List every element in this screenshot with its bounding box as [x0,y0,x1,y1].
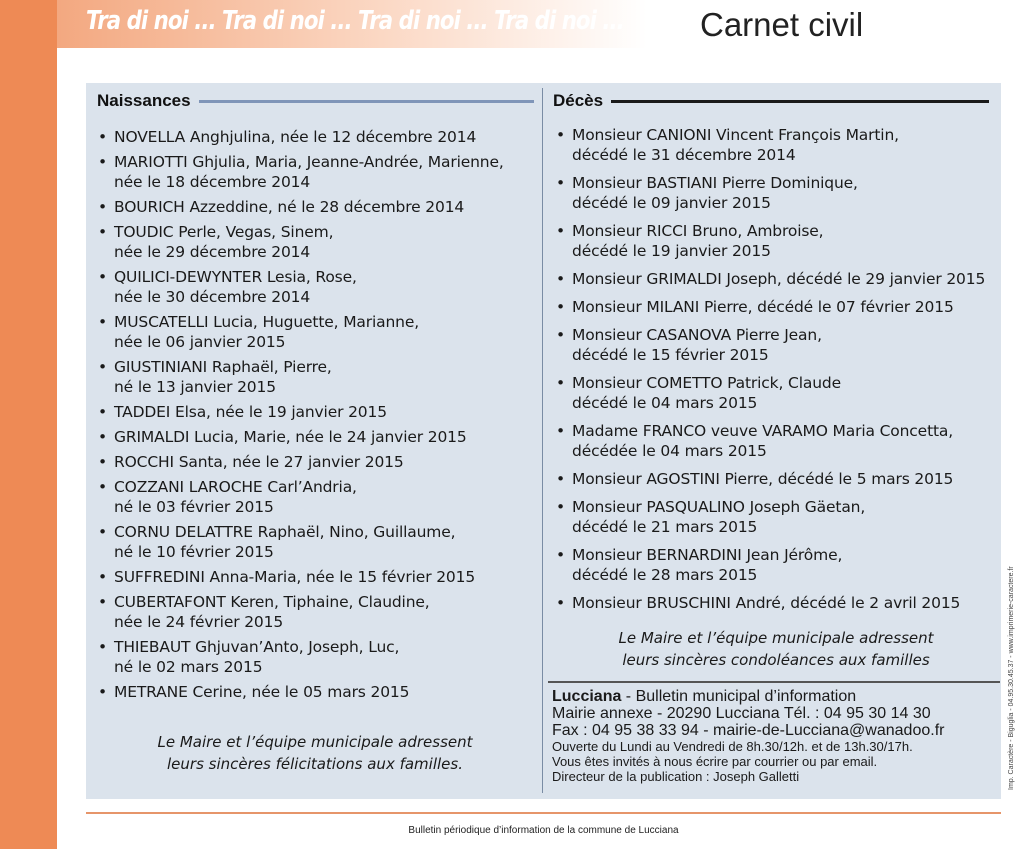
bullet-icon: • [98,638,107,656]
entry-line2: né le 13 janvier 2015 [114,378,276,396]
entry-line1: GIUSTINIANI Raphaël, Pierre, [114,358,332,376]
entry-line1: QUILICI-DEWYNTER Lesia, Rose, [114,268,357,286]
bullet-icon: • [98,593,107,611]
bullet-icon: • [98,198,107,216]
entry-line1: Madame FRANCO veuve VARAMO Maria Concetta, [572,422,954,440]
column-divider [542,88,543,793]
entry-line2: décédé le 04 mars 2015 [572,394,758,412]
list-item [98,312,538,352]
entry-line2: né le 10 février 2015 [114,543,274,561]
entry-line1: Monsieur CANIONI Vincent François Martin, [572,126,899,144]
footer-text: Bulletin périodique d’information de la commune de Lucciana [408,825,679,836]
list-item [98,197,538,217]
bullet-icon: • [556,174,565,192]
bullet-icon: • [556,594,565,612]
entry-line1: SUFFREDINI Anna-Maria, née le 15 février 2015 [114,568,476,586]
list-item [98,127,538,147]
entry-line2: décédé le 28 mars 2015 [572,566,758,584]
bullet-icon: • [556,498,565,516]
deces-header [553,91,989,111]
entry-line2: née le 30 décembre 2014 [114,288,311,306]
list-item [556,545,1001,585]
bullet-icon: • [98,568,107,586]
page-title: Carnet civil [700,6,864,43]
entry-line1: BOURICH Azzeddine, né le 28 décembre 2014 [114,198,465,216]
entry-line2: décédé le 15 février 2015 [572,346,769,364]
header-banner: Tra di noi ... Tra di noi ... Tra di noi ... Tra di noi ... [86,6,624,36]
bullet-icon: • [556,326,565,344]
entry-line1: Monsieur GRIMALDI Joseph, décédé le 29 janvier 2015 [572,270,986,288]
entry-line1: MARIOTTI Ghjulia, Maria, Jeanne-Andrée, Marienne, [114,153,504,171]
entry-line2: née le 29 décembre 2014 [114,243,311,261]
entry-line1: ROCCHI Santa, née le 27 janvier 2015 [114,453,404,471]
naissances-rule [199,100,534,103]
bullet-icon: • [556,126,565,144]
naissances-header [97,91,534,111]
entry-line1: Monsieur BASTIANI Pierre Dominique, [572,174,858,192]
deces-closing-line1: Le Maire et l’équipe municipale adressent [618,629,934,647]
list-item [556,325,1001,365]
entry-line1: Monsieur AGOSTINI Pierre, décédé le 5 mars 2015 [572,470,954,488]
entry-line1: Monsieur BERNARDINI Jean Jérôme, [572,546,843,564]
list-item [98,152,538,192]
bullet-icon: • [556,298,565,316]
bullet-icon: • [98,223,107,241]
naissances-closing [100,731,530,775]
entry-line1: Monsieur CASANOVA Pierre Jean, [572,326,822,344]
entry-line1: Monsieur BRUSCHINI André, décédé le 2 avril 2015 [572,594,961,612]
bullet-icon: • [98,478,107,496]
info-name: Lucciana [552,688,622,705]
entry-line1: NOVELLA Anghjulina, née le 12 décembre 2014 [114,128,477,146]
naissances-list [98,127,538,707]
imprint-text: Imp. Caractère - Biguglia - 04.95.30.45.37 - www.imprimerie-caractere.fr [1008,566,1015,790]
entry-line2: né le 02 mars 2015 [114,658,263,676]
bullet-icon: • [98,453,107,471]
bullet-icon: • [556,422,565,440]
list-item [98,267,538,307]
list-item [98,427,538,447]
naissances-title: Naissances [97,91,191,110]
entry-line2: né le 03 février 2015 [114,498,274,516]
footer-rule [86,812,1001,814]
info-invite: Vous êtes invités à nous écrire par courrier ou par email. [552,754,878,769]
entry-line1: COZZANI LAROCHE Carl’Andria, [114,478,357,496]
bullet-icon: • [98,358,107,376]
list-item [556,469,1001,489]
entry-line2: née le 24 février 2015 [114,613,284,631]
list-item [556,297,1001,317]
bullet-icon: • [98,313,107,331]
entry-line2: décédée le 04 mars 2015 [572,442,767,460]
deces-rule [611,100,989,103]
info-rule [548,681,1000,683]
list-item [556,221,1001,261]
entry-line2: née le 18 décembre 2014 [114,173,311,191]
deces-closing [556,627,996,671]
list-item [98,592,538,632]
list-item [556,593,1001,613]
entry-line1: Monsieur RICCI Bruno, Ambroise, [572,222,824,240]
bullet-icon: • [98,153,107,171]
info-hours: Ouverte du Lundi au Vendredi de 8h.30/12h. et de 13h.30/17h. [552,739,913,754]
entry-line1: METRANE Cerine, née le 05 mars 2015 [114,683,410,701]
entry-line1: Monsieur MILANI Pierre, décédé le 07 février 2015 [572,298,954,316]
list-item [556,373,1001,413]
list-item [98,522,538,562]
deces-title: Décès [553,91,604,110]
entry-line2: décédé le 31 décembre 2014 [572,146,796,164]
bullet-icon: • [98,403,107,421]
entry-line1: TADDEI Elsa, née le 19 janvier 2015 [114,403,387,421]
list-item [98,477,538,517]
entry-line2: décédé le 21 mars 2015 [572,518,758,536]
list-item [98,567,538,587]
deces-closing-line2: leurs sincères condoléances aux familles [622,651,930,669]
info-heading [552,688,1002,705]
list-item [556,497,1001,537]
bullet-icon: • [556,470,565,488]
bullet-icon: • [98,428,107,446]
list-item [98,452,538,472]
bullet-icon: • [98,523,107,541]
entry-line2: née le 06 janvier 2015 [114,333,286,351]
bullet-icon: • [556,270,565,288]
entry-line2: décédé le 09 janvier 2015 [572,194,771,212]
list-item [556,125,1001,165]
info-director: Directeur de la publication : Joseph Galletti [552,769,800,784]
info-address: Mairie annexe - 20290 Lucciana Tél. : 04 95 30 14 30 [552,705,931,722]
list-item [98,637,538,677]
entry-line1: TOUDIC Perle, Vegas, Sinem, [114,223,334,241]
list-item [98,682,538,702]
bullet-icon: • [98,683,107,701]
bullet-icon: • [556,546,565,564]
entry-line1: MUSCATELLI Lucia, Huguette, Marianne, [114,313,420,331]
list-item [98,222,538,262]
publication-info [552,688,1002,784]
list-item [98,357,538,397]
entry-line1: CUBERTAFONT Keren, Tiphaine, Claudine, [114,593,430,611]
list-item [556,421,1001,461]
list-item [98,402,538,422]
bullet-icon: • [556,222,565,240]
entry-line1: THIEBAUT Ghjuvan’Anto, Joseph, Luc, [114,638,400,656]
info-fax-email: Fax : 04 95 38 33 94 - mairie-de-Lucciana@wanadoo.fr [552,722,945,739]
bullet-icon: • [98,268,107,286]
list-item [556,269,1001,289]
naissances-closing-line2: leurs sincères félicitations aux familles. [167,755,463,773]
entry-line1: Monsieur COMETTO Patrick, Claude [572,374,841,392]
left-accent-bar [0,0,57,849]
entry-line1: GRIMALDI Lucia, Marie, née le 24 janvier 2015 [114,428,467,446]
info-subtitle: - Bulletin municipal d’information [621,688,857,705]
list-item [556,173,1001,213]
entry-line1: CORNU DELATTRE Raphaël, Nino, Guillaume, [114,523,456,541]
deces-list [556,125,1001,621]
naissances-closing-line1: Le Maire et l’équipe municipale adressent [157,733,473,751]
bullet-icon: • [98,128,107,146]
entry-line1: Monsieur PASQUALINO Joseph Gäetan, [572,498,866,516]
entry-line2: décédé le 19 janvier 2015 [572,242,771,260]
bullet-icon: • [556,374,565,392]
